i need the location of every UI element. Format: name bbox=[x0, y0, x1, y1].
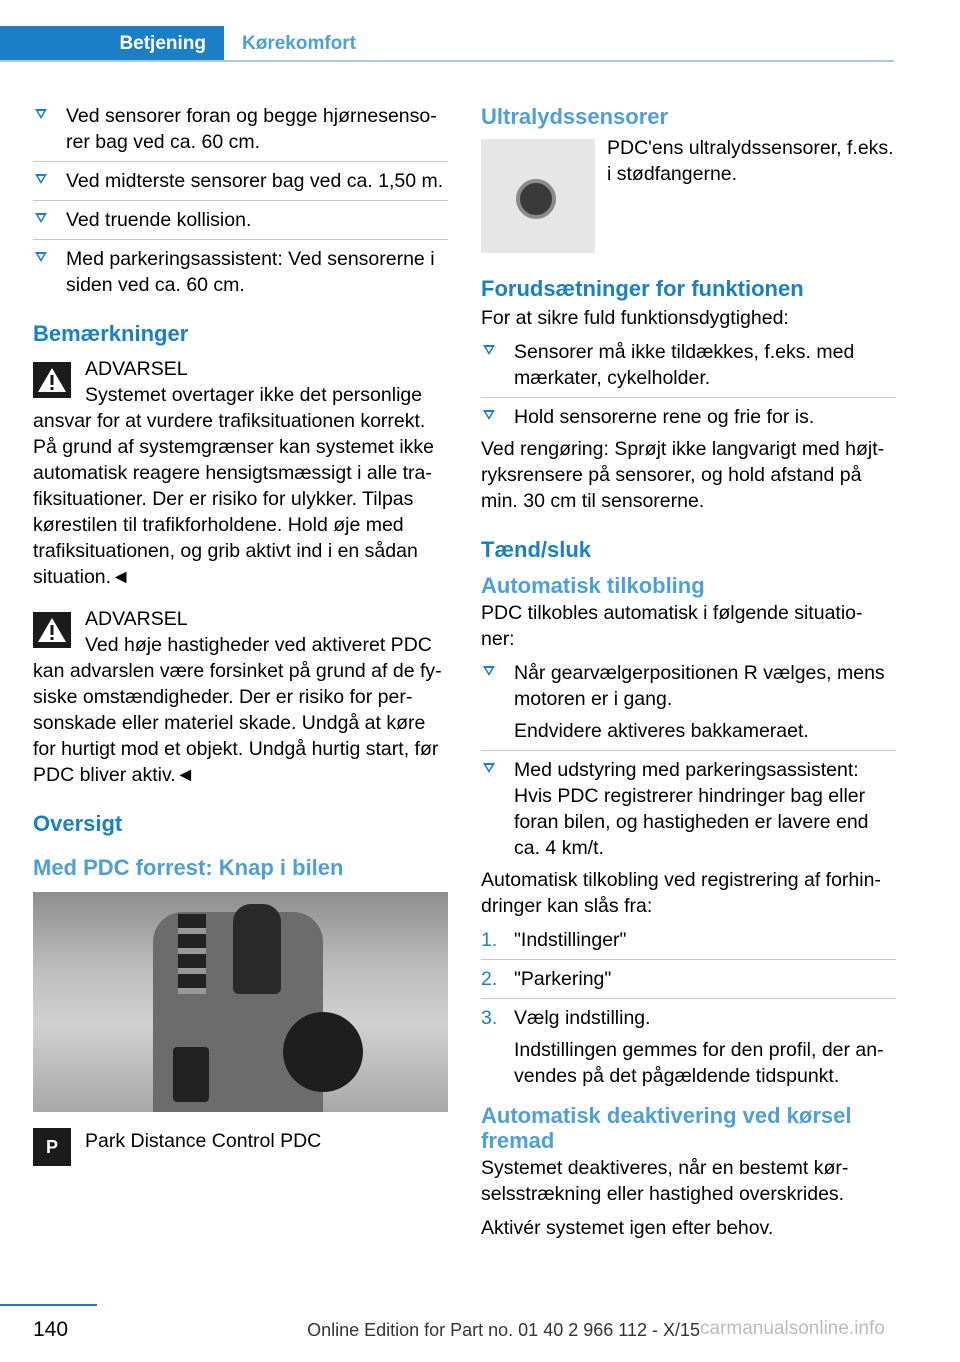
heading-forudsaetninger: Forudsætninger for funktionen bbox=[481, 276, 804, 301]
pdc-caption: Park Distance Control PDC bbox=[85, 1130, 322, 1152]
sensor-image bbox=[481, 139, 595, 253]
pdc-button-legend bbox=[33, 1128, 448, 1168]
header-divider bbox=[0, 60, 894, 62]
heading-auto-tilkobling: Automatisk tilkobling bbox=[481, 573, 705, 598]
pdc-icon: P bbox=[33, 1128, 71, 1166]
edition-text: Online Edition for Part no. 01 40 2 966 112 - X/15 bbox=[307, 1320, 700, 1340]
divider bbox=[481, 959, 896, 960]
warning-block bbox=[33, 606, 448, 788]
tab-betjening[interactable]: Betjening bbox=[0, 26, 224, 62]
footer-accent bbox=[0, 1304, 97, 1306]
left-column bbox=[33, 103, 448, 1168]
rengoering-text: Ved rengøring: Sprøjt ikke langvarigt med højt-ryksrensere på sensorer, og hold afstand på min. 30 cm til sensorerne. bbox=[481, 438, 885, 512]
warning-block bbox=[33, 356, 448, 590]
heading-taend-sluk: Tænd/sluk bbox=[481, 537, 592, 562]
triangle-bullet-icon bbox=[35, 109, 47, 119]
heading-med-pdc: Med PDC forrest: Knap i bilen bbox=[33, 855, 344, 880]
triangle-bullet-icon bbox=[35, 252, 47, 262]
list-item: Når gearvælgerpositionen R vælges, mens motoren er i gang. Endvidere aktiveres bakkameraet. bbox=[481, 660, 896, 744]
auto-intro: PDC tilkobles automatisk i følgende situatio-ner: bbox=[481, 602, 863, 650]
list-item: Hold sensorerne rene og frie for is. bbox=[481, 404, 896, 430]
list-item: Ved truende kollision. bbox=[33, 207, 448, 233]
step-item: 2. "Parkering" bbox=[481, 968, 612, 990]
warning-text-first: Systemet overtager ikke det personlige bbox=[85, 384, 423, 406]
heading-ultralyd: Ultralydssensorer bbox=[481, 104, 669, 129]
list-item: Med parkeringsassistent: Ved sensorerne i siden ved ca. 60 cm. bbox=[33, 246, 448, 298]
list-item: Ved sensorer foran og begge hjørnesenso-rer bag ved ca. 60 cm. bbox=[33, 103, 448, 155]
divider bbox=[481, 397, 896, 398]
heading-bemaerkninger: Bemærkninger bbox=[33, 321, 189, 346]
watermark: carmanualsonline.info bbox=[700, 1318, 885, 1339]
warning-icon bbox=[33, 362, 71, 398]
list-item: Ved midterste sensorer bag ved ca. 1,50 m. bbox=[33, 168, 448, 194]
page-number: 140 bbox=[33, 1318, 69, 1341]
right-column bbox=[481, 103, 896, 1249]
warning-text-first: Ved høje hastigheder ved aktiveret PDC bbox=[85, 634, 432, 656]
list-item: Sensorer må ikke tildækkes, f.eks. med mærkater, cykelholder. bbox=[481, 339, 896, 391]
deak-text: Systemet deaktiveres, når en bestemt kør-selsstrækning eller hastighed overskrides. bbox=[481, 1157, 849, 1205]
forudsaetninger-intro: For at sikre fuld funktionsdygtighed: bbox=[481, 307, 789, 329]
step-item: 1. "Indstillinger" bbox=[481, 929, 627, 951]
divider bbox=[33, 200, 448, 201]
deak-text-2: Aktivér systemet igen efter behov. bbox=[481, 1217, 774, 1239]
divider bbox=[481, 998, 896, 999]
auto-off-text: Automatisk tilkobling ved registrering af forhin-dringer kan slås fra: bbox=[481, 869, 881, 917]
divider bbox=[481, 750, 896, 751]
console-photo bbox=[33, 892, 448, 1112]
triangle-bullet-icon bbox=[483, 763, 495, 773]
warning-title: ADVARSEL bbox=[85, 358, 188, 380]
triangle-bullet-icon bbox=[35, 213, 47, 223]
warning-text: ansvar for at vurdere trafiksituationen korrekt. På grund af systemgrænser kan systemet ikke automatisk reagere hensigtsmæssigt i alle tra-fiksituationer. Der er risiko for ulykker. Tilpas kørestilen til trafikforholdene. Hold øje med trafiksituationen, og grib aktivt ind i en sådan situation.◄ bbox=[33, 410, 434, 588]
step-item: 3. Vælg indstilling. Indstillingen gemmes for den profil, der an-vendes på det pågældende tidspunkt. bbox=[481, 1007, 884, 1087]
warning-title: ADVARSEL bbox=[85, 608, 188, 630]
triangle-bullet-icon bbox=[35, 174, 47, 184]
list-item: Med udstyring med parkeringsassistent: Hvis PDC registrerer hindringer bag eller foran bilen, og hastigheden er lavere end ca. 4 km/t. bbox=[481, 757, 896, 861]
warning-icon bbox=[33, 612, 71, 648]
tab-koerekomfort[interactable]: Kørekomfort bbox=[242, 33, 357, 54]
sensor-block bbox=[481, 135, 896, 253]
triangle-bullet-icon bbox=[483, 410, 495, 420]
divider bbox=[33, 161, 448, 162]
heading-auto-deaktivering: Automatisk deaktivering ved kørsel fremad bbox=[481, 1103, 852, 1153]
divider bbox=[33, 239, 448, 240]
warning-text: kan advarslen være forsinket på grund af de fy-siske omstændigheder. Der er risiko for per-sonskade eller materiel skade. Undgå at køre for hurtigt mod et objekt. Undgå hurtig start, før PDC bliver aktiv.◄ bbox=[33, 660, 442, 786]
triangle-bullet-icon bbox=[483, 666, 495, 676]
triangle-bullet-icon bbox=[483, 345, 495, 355]
heading-oversigt: Oversigt bbox=[33, 811, 123, 836]
sensor-text: PDC'ens ultralydssensorer, f.eks. i stødfangerne. bbox=[607, 137, 894, 185]
chapter-header bbox=[0, 0, 960, 62]
